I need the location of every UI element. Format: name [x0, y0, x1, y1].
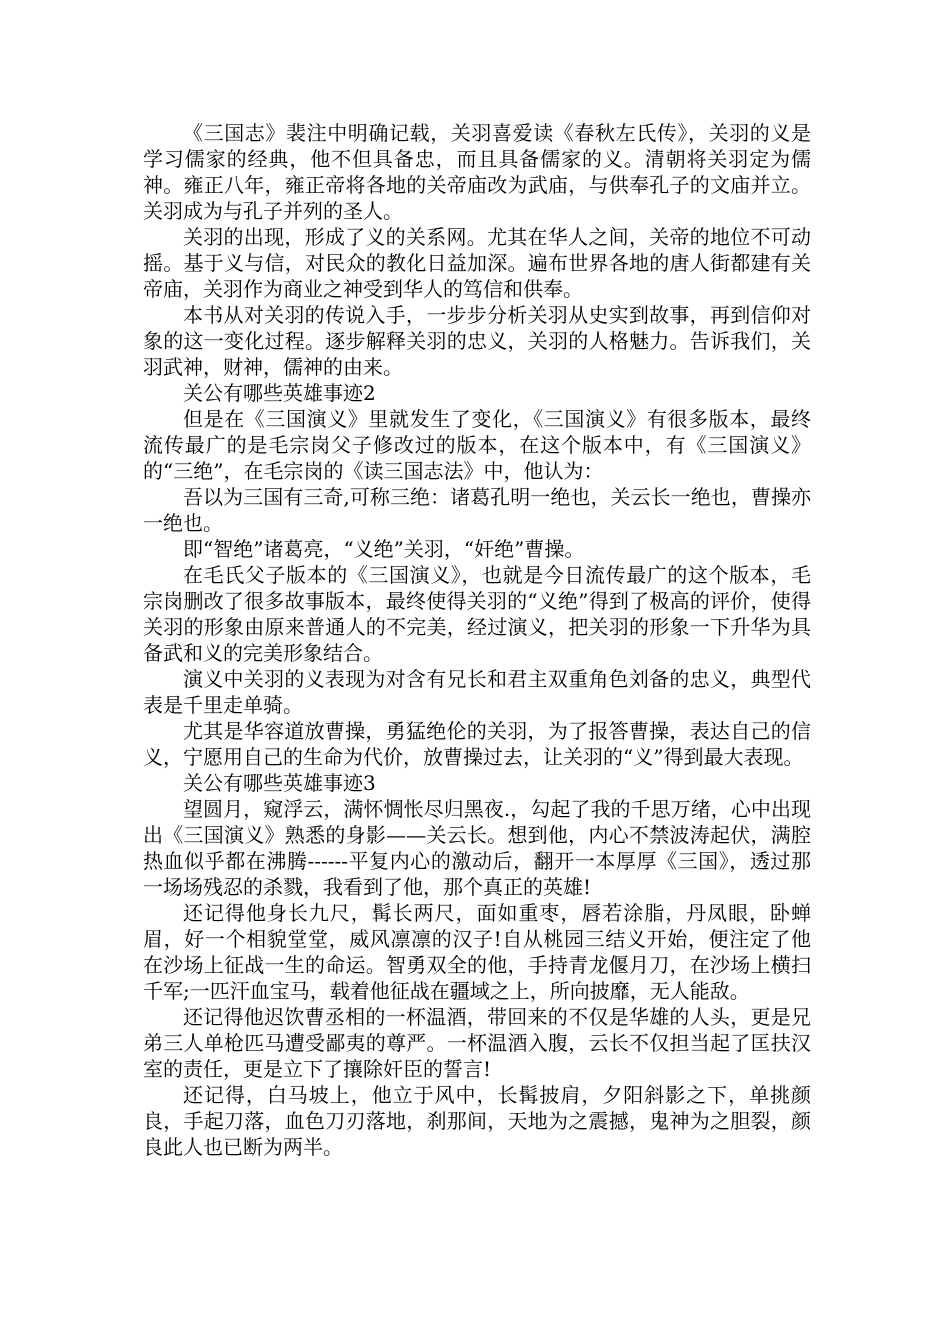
paragraph-7: 演义中关羽的义表现为对含有兄长和君主双重角色刘备的忠义，典型代表是千里走单骑。	[143, 667, 811, 717]
paragraph-9: 望圆月，窥浮云，满怀惆怅尽归黑夜.，勾起了我的千思万绪，心中出现出《三国演义》熟悉的身影——关云长。想到他，内心不禁波涛起伏，满腔热血似乎都在沸腾------平复内心的激动后，翻开一本厚厚《三国》，透过那一场场残忍的杀戮，我看到了他，那个真正的英雄!	[143, 797, 811, 899]
section-heading-3: 关公有哪些英雄事迹3	[183, 771, 376, 795]
paragraph-4: 但是在《三国演义》里就发生了变化，《三国演义》有很多版本，最终流传最广的是毛宗岗父子修改过的版本，在这个版本中，有《三国演义》的“三绝”，在毛宗岗的《读三国志法》中，他认为：	[143, 407, 811, 483]
paragraph-3: 本书从对关羽的传说入手，一步步分析关羽从史实到故事，再到信仰对象的这一变化过程。逐步解释关羽的忠义，关羽的人格魅力。告诉我们，关羽武神，财神，儒神的由来。	[143, 303, 811, 379]
paragraph-5: 即“智绝”诸葛亮，“义绝”关羽，“奸绝”曹操。	[183, 537, 585, 561]
paragraph-6: 在毛氏父子版本的《三国演义》，也就是今日流传最广的这个版本，毛宗岗删改了很多故事版本，最终使得关羽的“义绝”得到了极高的评价，使得关羽的形象由原来普通人的不完美，经过演义，把关羽的形象一下升华为具备武和义的完美形象结合。	[143, 563, 811, 665]
paragraph-10: 还记得他身长九尺，髯长两尺，面如重枣，唇若涂脂，丹凤眼，卧蝉眉，好一个相貌堂堂，威风凛凛的汉子!自从桃园三结义开始，便注定了他在沙场上征战一生的命运。智勇双全的他，手持青龙偃月刀，在沙场上横扫千军;一匹汗血宝马，载着他征战在疆域之上，所向披靡，无人能敌。	[143, 901, 811, 1003]
paragraph-8: 尤其是华容道放曹操，勇猛绝伦的关羽，为了报答曹操，表达自己的信义，宁愿用自己的生命为代价，放曹操过去，让关羽的“义”得到最大表现。	[143, 719, 811, 769]
paragraph-11: 还记得他迟饮曹丞相的一杯温酒，带回来的不仅是华雄的人头，更是兄弟三人单枪匹马遭受鄙夷的尊严。一杯温酒入腹，云长不仅担当起了匡扶汉室的责任，更是立下了攘除奸臣的誓言!	[143, 1005, 811, 1081]
document-body	[143, 120, 811, 1160]
paragraph-1: 《三国志》裴注中明确记载，关羽喜爱读《春秋左氏传》，关羽的义是学习儒家的经典，他不但具备忠，而且具备儒家的义。清朝将关羽定为儒神。雍正八年，雍正帝将各地的关帝庙改为武庙，与供奉孔子的文庙并立。关羽成为与孔子并列的圣人。	[143, 121, 811, 223]
paragraph-2: 关羽的出现，形成了义的关系网。尤其在华人之间，关帝的地位不可动摇。基于义与信，对民众的教化日益加深。遍布世界各地的唐人街都建有关帝庙，关羽作为商业之神受到华人的笃信和供奉。	[143, 225, 811, 301]
paragraph-12: 还记得，白马坡上，他立于风中，长髯披肩，夕阳斜影之下，单挑颜良，手起刀落，血色刀刃落地，刹那间，天地为之震撼，鬼神为之胆裂，颜良此人也已断为两半。	[143, 1083, 811, 1159]
section-heading-2: 关公有哪些英雄事迹2	[183, 381, 376, 405]
quote-paragraph: 吾以为三国有三奇,可称三绝：诸葛孔明一绝也，关云长一绝也，曹操亦一绝也。	[143, 485, 811, 535]
